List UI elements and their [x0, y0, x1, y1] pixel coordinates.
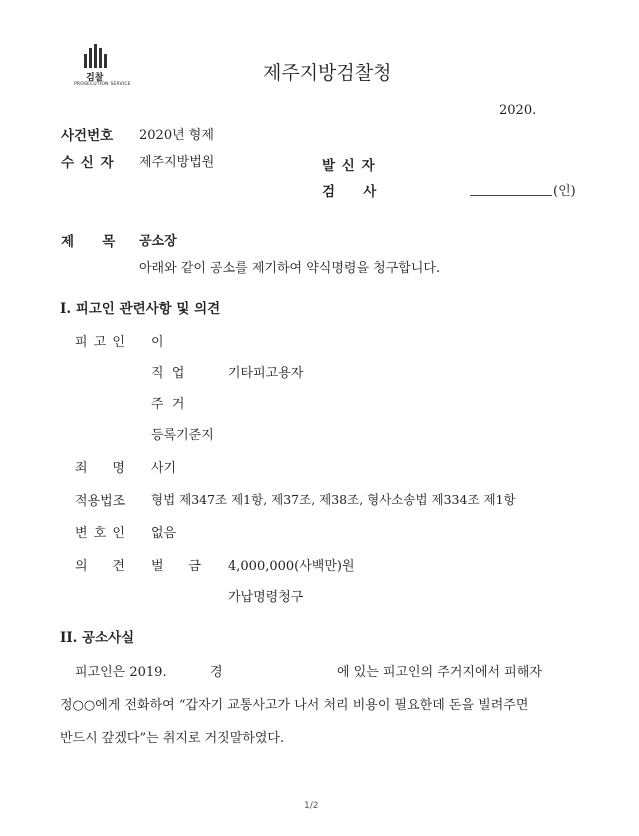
facts-line1-start: 피고인은 2019. — [75, 665, 167, 680]
document-date: 2020. — [499, 103, 537, 118]
lawyer-value: 없음 — [151, 526, 177, 541]
case-number-value: 2020년 형제 — [139, 128, 214, 143]
section2-heading: II. 공소사실 — [60, 630, 135, 646]
law-value: 형법 제347조 제1항, 제37조, 제38조, 형사소송법 제334조 제1항 — [151, 492, 516, 507]
address-label: 주 거 — [151, 397, 185, 412]
page-number: 1/2 — [304, 801, 319, 811]
recipient-label: 수 신 자 — [61, 155, 115, 171]
charge-value: 사기 — [151, 461, 177, 476]
fine-label: 벌 금 — [151, 559, 201, 574]
case-number-label: 사건번호 — [61, 128, 114, 144]
opinion-label: 의 견 — [75, 559, 125, 574]
office-title: 제주지방검찰청 — [263, 62, 392, 84]
facts-line3: 반드시 갚겠다”는 취지로 거짓말하였다. — [60, 731, 285, 746]
registry-label: 등록기준지 — [151, 428, 214, 443]
defendant-label: 피 고 인 — [75, 335, 126, 350]
charge-label: 죄 명 — [75, 461, 125, 476]
signature-line — [470, 195, 552, 196]
facts-line2: 정○○에게 전화하여 “갑자기 교통사고가 나서 처리 비용이 필요한데 돈을 빌려주면 — [60, 698, 529, 713]
job-label: 직 업 — [151, 366, 185, 381]
logo-subtext: PROSECUTION SERVICE — [74, 82, 131, 87]
seal-mark: (인) — [553, 184, 576, 199]
law-label: 적용법조 — [75, 494, 126, 509]
prosecutor-label: 검 사 — [322, 184, 377, 200]
job-value: 기타피고용자 — [228, 366, 304, 381]
subject-label: 제 목 — [61, 234, 116, 250]
facts-line1-end: 에 있는 피고인의 주거지에서 피해자 — [337, 665, 542, 680]
recipient-value: 제주지방법원 — [139, 155, 215, 170]
fine-value: 4,000,000(사백만)원 — [228, 559, 355, 574]
subject-title: 공소장 — [139, 234, 177, 249]
facts-line1-mid: 경 — [210, 665, 223, 680]
section1-heading: I. 피고인 관련사항 및 의견 — [60, 301, 221, 317]
prosecution-logo-icon — [84, 44, 112, 68]
provisional-payment: 가납명령청구 — [228, 590, 304, 605]
sender-label: 발 신 자 — [322, 158, 376, 174]
subject-text: 아래와 같이 공소를 제기하여 약식명령을 청구합니다. — [139, 261, 441, 276]
lawyer-label: 변 호 인 — [75, 526, 126, 541]
defendant-name: 이 — [151, 335, 164, 350]
logo-text: 검찰 — [86, 73, 104, 83]
